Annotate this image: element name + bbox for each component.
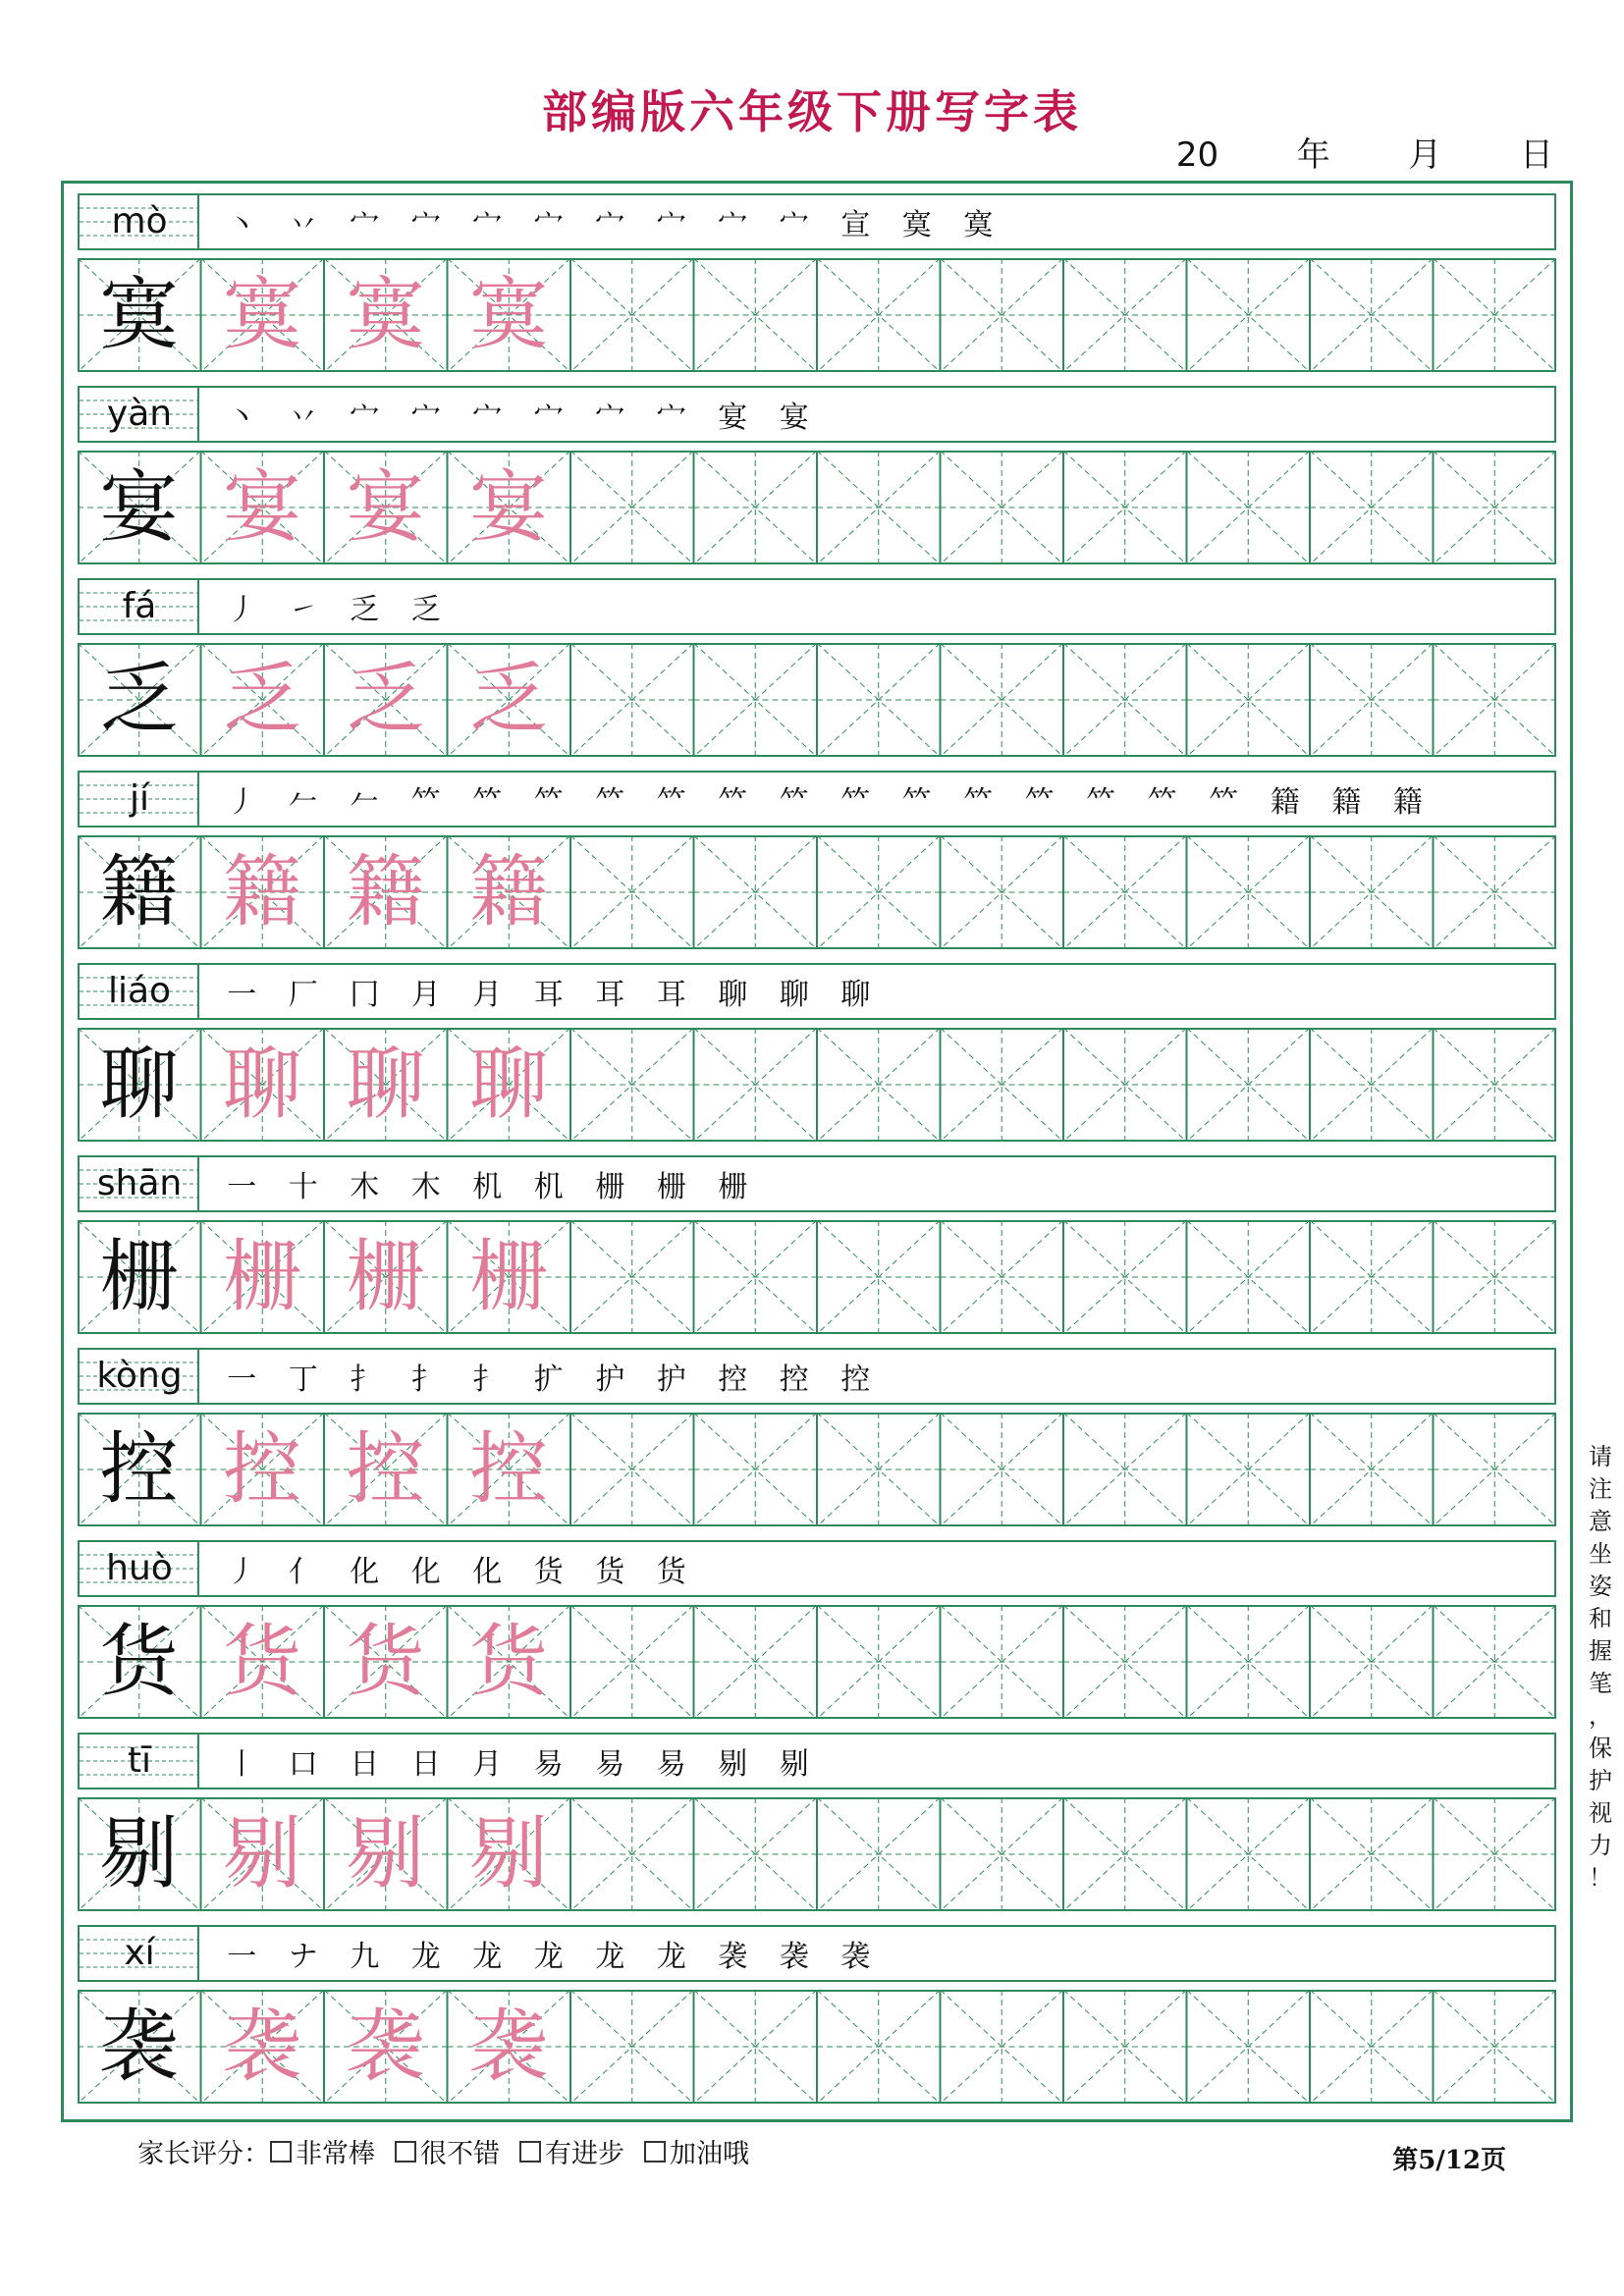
pinyin-row	[78, 1155, 1556, 1212]
pinyin-text: tī	[127, 1740, 152, 1781]
stroke-step: 冂	[350, 978, 380, 1012]
stroke-step: 𥫗	[901, 785, 932, 820]
stroke-step: 剔	[718, 1747, 748, 1782]
practice-grid	[78, 1605, 1556, 1719]
stroke-step: 一	[227, 1940, 257, 1974]
practice-grid	[78, 1028, 1556, 1142]
trace-character: 剔	[223, 1808, 301, 1899]
stroke-step: 控	[840, 1362, 871, 1397]
stroke-step: 耳	[656, 978, 686, 1012]
trace-character: 袭	[223, 2001, 301, 2092]
stroke-order	[211, 774, 1438, 826]
pinyin-text: mò	[111, 201, 168, 241]
pinyin-cell	[80, 1350, 199, 1403]
practice-grid	[78, 835, 1556, 949]
stroke-step: 日	[350, 1747, 380, 1782]
stroke-step: 控	[779, 1362, 809, 1397]
model-character: 控	[99, 1423, 179, 1515]
stroke-step: 易	[533, 1747, 564, 1782]
rating-option[interactable]	[644, 2132, 749, 2170]
stroke-step: 籍	[1270, 785, 1300, 820]
stroke-step: 宀	[472, 208, 503, 242]
character-block	[78, 1540, 1556, 1719]
model-character: 栅	[99, 1231, 179, 1322]
character-block	[78, 386, 1556, 564]
trace-character: 乏	[469, 654, 548, 745]
model-character: 乏	[99, 654, 179, 745]
stroke-step: 宀	[656, 400, 686, 435]
stroke-step: 扩	[533, 1362, 564, 1397]
stroke-step: 寞	[901, 208, 932, 242]
pinyin-text: xí	[124, 1933, 155, 1973]
pinyin-cell	[80, 1735, 199, 1788]
trace-character: 控	[469, 1423, 548, 1515]
practice-grid	[78, 1990, 1556, 2104]
pinyin-row	[78, 386, 1556, 443]
rating-checkbox[interactable]	[519, 2141, 541, 2163]
model-character: 寞	[99, 269, 179, 360]
stroke-step: 宀	[718, 208, 748, 242]
stroke-step: 耳	[595, 978, 625, 1012]
stroke-step: 易	[595, 1747, 625, 1782]
stroke-order	[211, 582, 457, 633]
pinyin-text: huò	[106, 1548, 173, 1588]
trace-character: 乏	[223, 654, 301, 745]
stroke-step: 袭	[779, 1940, 809, 1974]
stroke-step: 护	[656, 1362, 686, 1397]
date-month-label: 月	[1408, 135, 1442, 175]
character-block	[78, 963, 1556, 1142]
stroke-step: 丶	[227, 208, 257, 242]
stroke-step: 月	[472, 978, 503, 1012]
stroke-step: 丷	[288, 208, 318, 242]
stroke-step: 宣	[840, 208, 871, 242]
model-character: 货	[99, 1616, 179, 1707]
page-number: 第5/12页	[1392, 2146, 1506, 2175]
rating-option-label: 很不错	[420, 2139, 500, 2169]
trace-character: 宴	[469, 461, 548, 553]
practice-grid	[78, 1220, 1556, 1334]
pinyin-cell	[80, 580, 199, 633]
stroke-step: 袭	[718, 1940, 748, 1974]
pinyin-row	[78, 578, 1556, 635]
pinyin-row	[78, 193, 1556, 250]
rating-option[interactable]	[395, 2132, 500, 2170]
stroke-step: 𥫗	[1086, 785, 1116, 820]
stroke-step: 宀	[410, 400, 441, 435]
stroke-order	[211, 390, 825, 441]
stroke-step: 一	[227, 1362, 257, 1397]
stroke-step: 木	[410, 1170, 441, 1204]
stroke-step: 栅	[595, 1170, 625, 1204]
stroke-step: 龙	[472, 1940, 503, 1974]
pinyin-row	[78, 1733, 1556, 1789]
stroke-step: 寞	[963, 208, 994, 242]
character-block	[78, 1348, 1556, 1526]
character-block	[78, 193, 1556, 372]
stroke-step: 丁	[288, 1362, 318, 1397]
trace-character: 籍	[223, 846, 301, 937]
pinyin-cell	[80, 1542, 199, 1595]
stroke-step: 𥫗	[595, 785, 625, 820]
stroke-step: 𥫗	[656, 785, 686, 820]
model-character: 袭	[99, 2001, 179, 2092]
rating-option-label: 非常棒	[296, 2139, 375, 2169]
stroke-step: 丿	[227, 1555, 257, 1589]
stroke-order	[211, 1929, 887, 1980]
model-character: 剔	[99, 1808, 179, 1899]
rating-checkbox[interactable]	[644, 2141, 666, 2163]
stroke-step: 月	[410, 978, 441, 1012]
model-character: 籍	[99, 846, 179, 937]
stroke-step: 货	[533, 1555, 564, 1589]
stroke-step: 宀	[595, 400, 625, 435]
stroke-step: 丿	[227, 593, 257, 627]
rating-checkbox[interactable]	[395, 2141, 416, 2163]
trace-character: 栅	[346, 1231, 425, 1322]
stroke-step: 龙	[656, 1940, 686, 1974]
stroke-step: 𥫗	[840, 785, 871, 820]
date-day-label: 日	[1520, 135, 1553, 175]
stroke-step: 扌	[472, 1362, 503, 1397]
stroke-step: 𥫗	[533, 785, 564, 820]
date-year-prefix: 20	[1175, 135, 1219, 175]
stroke-order	[211, 1159, 764, 1210]
stroke-step: 𥫗	[1147, 785, 1177, 820]
stroke-step: 亻	[288, 1555, 318, 1589]
stroke-step: 剔	[779, 1747, 809, 1782]
stroke-step: 丨	[227, 1747, 257, 1782]
stroke-step: 化	[472, 1555, 503, 1589]
stroke-step: 化	[350, 1555, 380, 1589]
stroke-step: 籍	[1392, 785, 1423, 820]
stroke-step: 𥫗	[779, 785, 809, 820]
rating-option[interactable]	[270, 2132, 375, 2170]
stroke-step: 机	[472, 1170, 503, 1204]
trace-character: 控	[346, 1423, 425, 1515]
practice-grid	[78, 451, 1556, 564]
pinyin-text: kòng	[96, 1356, 183, 1396]
stroke-step: 耳	[533, 978, 564, 1012]
trace-character: 控	[223, 1423, 301, 1515]
stroke-step: 栅	[656, 1170, 686, 1204]
parent-rating	[137, 2132, 769, 2170]
trace-character: 乏	[346, 654, 425, 745]
stroke-step: 日	[410, 1747, 441, 1782]
stroke-step: 𠂉	[288, 785, 318, 820]
side-note: 请 注 意 坐 姿 和 握 笔 ， 保 护 视 力 ！	[1589, 1443, 1612, 1892]
stroke-step: 龙	[410, 1940, 441, 1974]
stroke-step: 龙	[595, 1940, 625, 1974]
practice-grid	[78, 1413, 1556, 1526]
rating-label: 家长评分：	[137, 2139, 270, 2169]
pinyin-cell	[80, 1927, 199, 1980]
stroke-step: 易	[656, 1747, 686, 1782]
model-character: 聊	[99, 1039, 179, 1130]
trace-character: 袭	[346, 2001, 425, 2092]
stroke-step: 货	[595, 1555, 625, 1589]
stroke-step: 宀	[410, 208, 441, 242]
stroke-step: 九	[350, 1940, 380, 1974]
stroke-step: 乏	[350, 593, 380, 627]
stroke-order	[211, 1544, 702, 1595]
stroke-step: 栅	[718, 1170, 748, 1204]
character-block	[78, 1925, 1556, 2104]
stroke-step: 宀	[350, 400, 380, 435]
stroke-step: ㇀	[288, 593, 318, 627]
pinyin-cell	[80, 195, 199, 248]
pinyin-row	[78, 771, 1556, 828]
trace-character: 宴	[223, 461, 301, 553]
stroke-step: 𥫗	[410, 785, 441, 820]
pinyin-cell	[80, 388, 199, 441]
stroke-step: 宀	[533, 208, 564, 242]
stroke-step: 木	[350, 1170, 380, 1204]
stroke-step: 𥫗	[1209, 785, 1239, 820]
trace-character: 寞	[223, 269, 301, 360]
date-line	[1176, 128, 1553, 176]
stroke-step: 宴	[718, 400, 748, 435]
stroke-step: 宀	[656, 208, 686, 242]
model-character: 宴	[99, 461, 179, 553]
trace-character: 货	[223, 1616, 301, 1707]
stroke-step: 聊	[840, 978, 871, 1012]
trace-character: 聊	[223, 1039, 301, 1130]
stroke-step: 货	[656, 1555, 686, 1589]
stroke-step: 扌	[410, 1362, 441, 1397]
pinyin-text: jí	[129, 778, 149, 819]
trace-character: 籍	[469, 846, 548, 937]
stroke-step: 一	[227, 1170, 257, 1204]
stroke-step: 聊	[779, 978, 809, 1012]
stroke-step: 𥫗	[718, 785, 748, 820]
stroke-order	[211, 1736, 825, 1788]
trace-character: 货	[469, 1616, 548, 1707]
stroke-step: 宀	[595, 208, 625, 242]
worksheet-frame	[61, 181, 1573, 2122]
stroke-step: 龙	[533, 1940, 564, 1974]
trace-character: 剔	[346, 1808, 425, 1899]
stroke-step: 𥫗	[1024, 785, 1055, 820]
trace-character: 货	[346, 1616, 425, 1707]
pinyin-cell	[80, 773, 199, 826]
rating-option[interactable]	[519, 2132, 624, 2170]
stroke-order	[211, 967, 887, 1018]
pinyin-row	[78, 963, 1556, 1020]
pinyin-text: liáo	[107, 971, 172, 1011]
trace-character: 聊	[346, 1039, 425, 1130]
stroke-order	[211, 1352, 887, 1403]
trace-character: 寞	[346, 269, 425, 360]
pinyin-row	[78, 1540, 1556, 1597]
stroke-step: 厂	[288, 978, 318, 1012]
stroke-step: 扌	[350, 1362, 380, 1397]
trace-character: 剔	[469, 1808, 548, 1899]
pinyin-text: yàn	[106, 394, 173, 434]
stroke-step: 宀	[472, 400, 503, 435]
trace-character: 宴	[346, 461, 425, 553]
stroke-step: 化	[410, 1555, 441, 1589]
stroke-step: 宴	[779, 400, 809, 435]
stroke-step: 宀	[350, 208, 380, 242]
stroke-step: 月	[472, 1747, 503, 1782]
character-block	[78, 578, 1556, 757]
rating-option-label: 加油哦	[670, 2139, 749, 2169]
stroke-step: 𥫗	[963, 785, 994, 820]
trace-character: 聊	[469, 1039, 548, 1130]
stroke-step: 聊	[718, 978, 748, 1012]
stroke-step: 机	[533, 1170, 564, 1204]
pinyin-text: fá	[122, 586, 157, 626]
stroke-step: 籍	[1331, 785, 1362, 820]
stroke-step: ナ	[288, 1940, 318, 1974]
stroke-step: 一	[227, 978, 257, 1012]
stroke-order	[211, 197, 1009, 248]
pinyin-text: shān	[96, 1163, 183, 1203]
pinyin-cell	[80, 1157, 199, 1210]
page-title: 部编版六年级下册写字表	[542, 85, 1082, 138]
stroke-step: 丷	[288, 400, 318, 435]
rating-option-label: 有进步	[545, 2139, 624, 2169]
pinyin-row	[78, 1925, 1556, 1982]
date-year-label: 年	[1296, 135, 1330, 175]
stroke-step: 𠂉	[350, 785, 380, 820]
character-block	[78, 1155, 1556, 1334]
trace-character: 袭	[469, 2001, 548, 2092]
character-block	[78, 771, 1556, 949]
stroke-step: 宀	[533, 400, 564, 435]
trace-character: 栅	[223, 1231, 301, 1322]
stroke-step: 丶	[227, 400, 257, 435]
stroke-step: 宀	[779, 208, 809, 242]
rating-checkbox[interactable]	[270, 2141, 292, 2163]
stroke-step: 袭	[840, 1940, 871, 1974]
trace-character: 寞	[469, 269, 548, 360]
stroke-step: 护	[595, 1362, 625, 1397]
stroke-step: 十	[288, 1170, 318, 1204]
stroke-step: 𥫗	[472, 785, 503, 820]
pinyin-cell	[80, 965, 199, 1018]
practice-grid	[78, 1797, 1556, 1911]
character-block	[78, 1733, 1556, 1911]
trace-character: 栅	[469, 1231, 548, 1322]
practice-grid	[78, 643, 1556, 757]
stroke-step: 乏	[410, 593, 441, 627]
stroke-step: 口	[288, 1747, 318, 1782]
pinyin-row	[78, 1348, 1556, 1405]
practice-grid	[78, 258, 1556, 372]
stroke-step: 丿	[227, 785, 257, 820]
trace-character: 籍	[346, 846, 425, 937]
stroke-step: 控	[718, 1362, 748, 1397]
